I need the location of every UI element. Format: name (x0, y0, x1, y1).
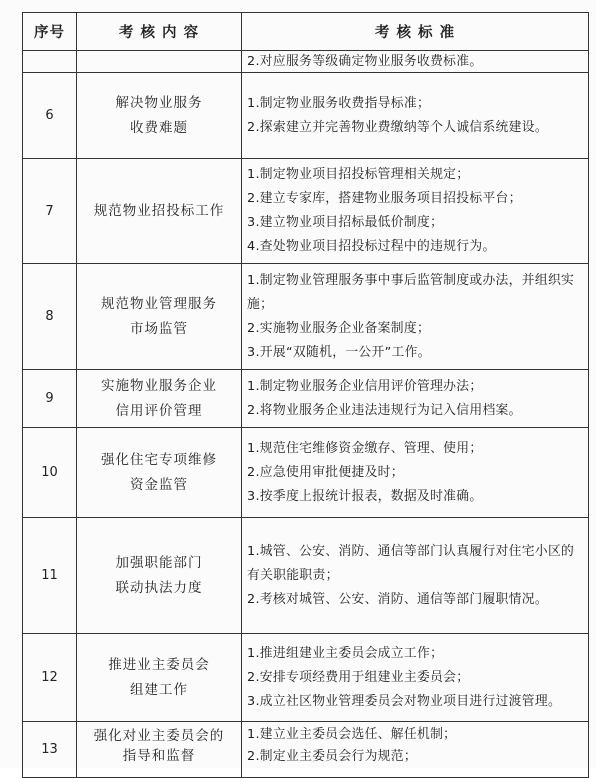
assessment-item-line: 组建工作 (130, 681, 188, 698)
assessment-standards (242, 722, 589, 778)
standard-line: 1.制定物业服务企业信用评价管理办法； (247, 378, 483, 394)
assessment-item-line: 推进业主委员会 (108, 656, 210, 673)
standard-line: 1.制定物业服务收费指导标准； (247, 95, 431, 111)
assessment-item-line: 指导和监督 (122, 748, 196, 764)
assessment-item-line: 强化对业主委员会的 (93, 728, 225, 744)
standard-line: 1.规范住宅维修资金缴存、管理、使用； (247, 440, 483, 456)
table-row (23, 159, 589, 264)
standard-line: 2.探索建立并完善物业费缴纳等个人诚信系统建设。 (247, 119, 548, 135)
assessment-item-line: 信用评价管理 (115, 402, 203, 419)
assessment-item (77, 518, 242, 634)
assessment-item (77, 370, 242, 428)
standard-line: 1.建立业主委员会选任、解任机制； (247, 727, 457, 742)
assessment-standards (242, 73, 589, 159)
assessment-item-line: 收费难题 (130, 119, 188, 136)
standard-line: 3.成立社区物业管理委员会对物业项目进行过渡管理。 (247, 693, 562, 709)
standard-line: 1.制定物业管理服务事中事后监管制度或办法，并组织实施； (247, 272, 575, 312)
standard-line: 2.实施物业服务企业备案制度； (247, 320, 431, 336)
standard-line: 1.制定物业项目招投标管理相关规定； (247, 167, 470, 182)
standard-line: 1.推进组建业主委员会成立工作； (247, 645, 444, 661)
table-row (23, 428, 589, 518)
assessment-item-line: 强化住宅专项维修 (101, 451, 217, 468)
assessment-table (22, 12, 589, 778)
row-number: 6 (23, 73, 77, 159)
assessment-standards (242, 264, 589, 370)
table-row (23, 634, 589, 722)
assessment-item (77, 73, 242, 159)
assessment-item-line: 加强职能部门 (115, 554, 203, 571)
assessment-standards (242, 370, 589, 428)
standard-line: 3.按季度上报统计报表，数据及时准确。 (247, 488, 483, 504)
table-row (23, 518, 589, 634)
standard-line: 2.制定业主委员会行为规范； (247, 749, 417, 764)
standard-line: 2.对应服务等级确定物业服务收费标准。 (247, 53, 483, 69)
row-number: 13 (23, 722, 77, 778)
row-number: 9 (23, 370, 77, 428)
standard-line: 2.应急使用审批便捷及时； (247, 464, 404, 480)
standard-line: 1.城管、公安、消防、通信等部门认真履行对住宅小区的有关职能职责； (247, 543, 575, 583)
standard-cell (242, 51, 589, 73)
assessment-standards (242, 159, 589, 264)
assessment-item-line: 规范物业招投标工作 (93, 202, 225, 219)
assessment-item-line: 联动执法力度 (115, 579, 203, 596)
table-row-partial (23, 51, 589, 73)
row-number: 10 (23, 428, 77, 518)
assessment-standards (242, 518, 589, 634)
standard-line: 3.建立物业项目招标最低价制度； (247, 215, 444, 230)
num-cell (23, 51, 77, 73)
header-serial-number: 序号 (23, 13, 77, 51)
assessment-standards (242, 428, 589, 518)
assessment-item-line: 实施物业服务企业 (101, 377, 217, 394)
header-assessment-content: 考 核 内 容 (77, 13, 242, 51)
table-row (23, 722, 589, 778)
assessment-item (77, 159, 242, 264)
standard-line: 2.建立专家库，搭建物业服务项目招投标平台； (247, 191, 522, 206)
assessment-item-line: 规范物业管理服务 (101, 295, 217, 312)
assessment-item-line: 市场监管 (130, 320, 188, 337)
assessment-item (77, 428, 242, 518)
header-row (23, 13, 589, 51)
row-number: 11 (23, 518, 77, 634)
standard-line: 2.将物业服务企业违法违规行为记入信用档案。 (247, 402, 522, 418)
row-number: 7 (23, 159, 77, 264)
table-row (23, 370, 589, 428)
standard-line: 3.开展“双随机，一公开”工作。 (247, 344, 431, 360)
assessment-item (77, 634, 242, 722)
assessment-item (77, 722, 242, 778)
row-number: 8 (23, 264, 77, 370)
table-row (23, 264, 589, 370)
standard-line: 4.查处物业项目招投标过程中的违规行为。 (247, 239, 496, 254)
row-number: 12 (23, 634, 77, 722)
assessment-item-line: 资金监管 (130, 476, 188, 493)
header-assessment-standard: 考 核 标 准 (242, 13, 589, 51)
assessment-standards (242, 634, 589, 722)
standard-line: 2.考核对城管、公安、消防、通信等部门履职情况。 (247, 591, 548, 607)
item-cell (77, 51, 242, 73)
standard-line: 2.安排专项经费用于组建业主委员会； (247, 669, 470, 685)
assessment-item (77, 264, 242, 370)
table-row (23, 73, 589, 159)
assessment-item-line: 解决物业服务 (115, 94, 203, 111)
